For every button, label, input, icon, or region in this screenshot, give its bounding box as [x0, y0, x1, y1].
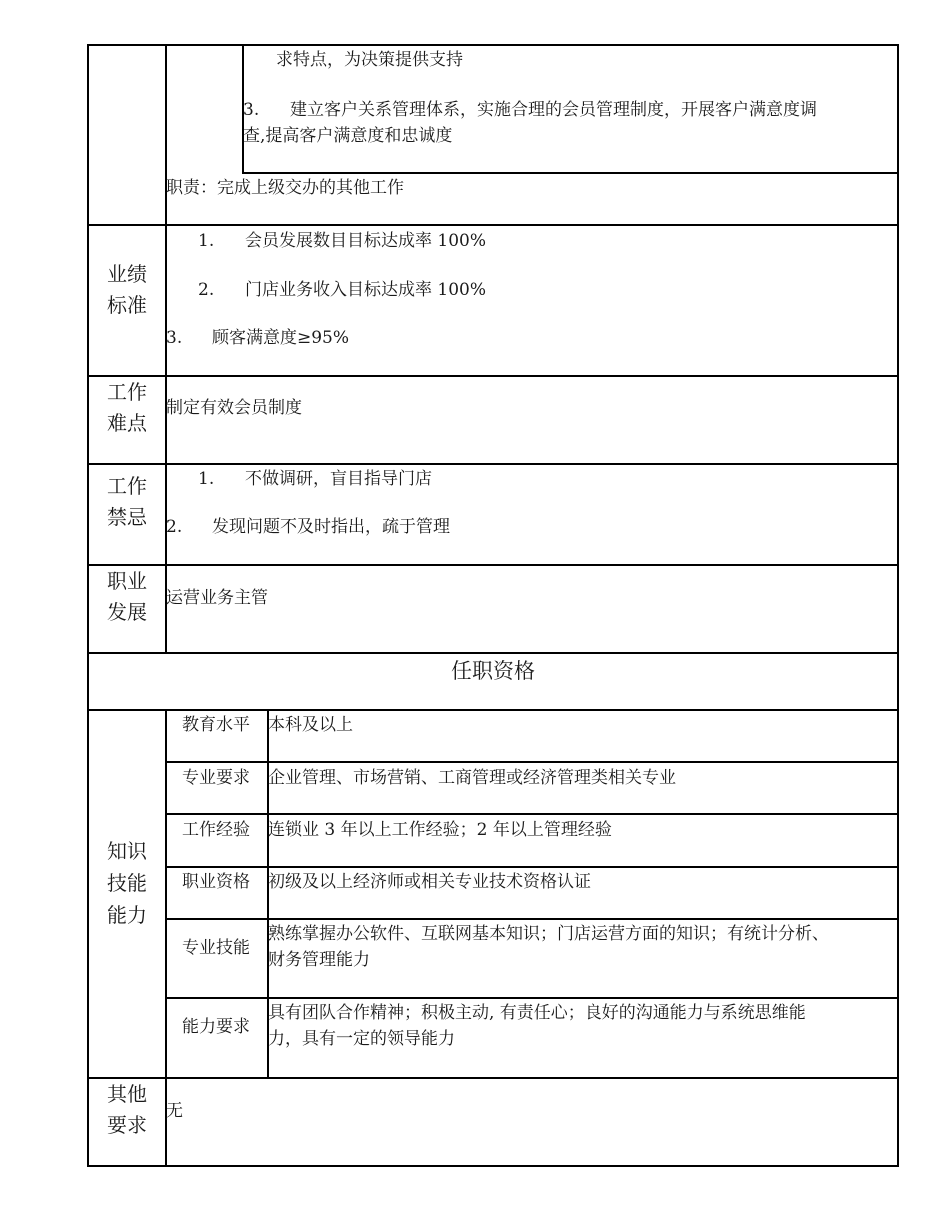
knowledge-label-line-3: 能力: [107, 903, 147, 927]
row-divider: [165, 813, 899, 815]
row-divider: [87, 1077, 899, 1079]
performance-item-1-number: 1.: [198, 231, 215, 251]
career-label: [89, 566, 165, 628]
row-divider: [87, 224, 899, 226]
qualification-title: 任职资格: [451, 659, 535, 683]
major-label: 专业要求: [182, 768, 250, 788]
education-value: 本科及以上: [268, 715, 353, 735]
row-divider: [87, 564, 899, 566]
difficulty-label-line-2: 难点: [107, 411, 147, 435]
career-label-line-2: 发展: [107, 600, 147, 624]
row-divider: [87, 375, 899, 377]
row-divider: [87, 652, 899, 654]
certification-value: 初级及以上经济师或相关专业技术资格认证: [268, 872, 591, 892]
taboo-item-2-number: 2.: [166, 517, 183, 537]
ability-label: 能力要求: [182, 1017, 250, 1037]
performance-item-3-text: 顾客满意度≥95%: [212, 328, 350, 348]
taboo-item-1-text: 不做调研，盲目指导门店: [245, 469, 432, 489]
knowledge-label-line-1: 知识: [107, 839, 147, 863]
other-label-line-1: 其他: [107, 1082, 147, 1106]
certification-label: 职业资格: [182, 872, 250, 892]
table-border-right: [897, 44, 899, 1166]
row-divider: [165, 761, 899, 763]
taboo-item-1-number: 1.: [198, 469, 215, 489]
other-label-line-2: 要求: [107, 1113, 147, 1137]
row-divider: [87, 709, 899, 711]
performance-item-2-number: 2.: [198, 280, 215, 300]
taboo-label: [89, 471, 165, 533]
skills-value-cont: 财务管理能力: [268, 950, 370, 970]
difficulty-text: 制定有效会员制度: [166, 398, 302, 418]
row-divider: [242, 172, 899, 174]
taboo-label-line-1: 工作: [107, 474, 147, 498]
performance-item-3-number: 3.: [166, 328, 183, 348]
difficulty-label: [89, 377, 165, 439]
ability-value-cont: 力，具有一定的领导能力: [268, 1029, 455, 1049]
performance-item-1-text: 会员发展数目目标达成率 100%: [245, 231, 487, 251]
row-divider: [87, 463, 899, 465]
performance-label-line-2: 标准: [107, 293, 147, 317]
ability-value: 具有团队合作精神；积极主动, 有责任心；良好的沟通能力与系统思维能: [268, 1003, 806, 1023]
duty-line-tail: 求特点，为决策提供支持: [276, 50, 463, 70]
experience-value: 连锁业 3 年以上工作经验；2 年以上管理经验: [268, 820, 612, 840]
row-divider: [165, 866, 899, 868]
row-divider: [165, 918, 899, 920]
table-border-bottom: [87, 1165, 899, 1167]
career-label-line-1: 职业: [107, 569, 147, 593]
major-value: 企业管理、市场营销、工商管理或经济管理类相关专业: [268, 768, 676, 788]
knowledge-label-line-2: 技能: [107, 871, 147, 895]
taboo-item-2-text: 发现问题不及时指出，疏于管理: [212, 517, 450, 537]
experience-label: 工作经验: [182, 820, 250, 840]
performance-label-line-1: 业绩: [107, 262, 147, 286]
education-label: 教育水平: [182, 715, 250, 735]
knowledge-label: [89, 835, 165, 931]
taboo-label-line-2: 禁忌: [107, 505, 147, 529]
other-text: 无: [166, 1101, 183, 1121]
other-duty-text: 职责：完成上级交办的其他工作: [166, 178, 404, 198]
duty-item-3-text-cont: 查,提高客户满意度和忠诚度: [243, 126, 453, 146]
skills-label: 专业技能: [182, 938, 250, 958]
duty-item-3-text: 建立客户关系管理体系，实施合理的会员管理制度，开展客户满意度调: [290, 100, 817, 120]
performance-label: [89, 259, 165, 321]
difficulty-label-line-1: 工作: [107, 380, 147, 404]
career-text: 运营业务主管: [166, 588, 268, 608]
performance-item-2-text: 门店业务收入目标达成率 100%: [245, 280, 487, 300]
other-label: [89, 1079, 165, 1141]
row-divider: [165, 997, 899, 999]
table-border-top: [87, 44, 899, 46]
duty-item-3-number: 3.: [243, 100, 260, 120]
skills-value: 熟练掌握办公软件、互联网基本知识；门店运营方面的知识；有统计分析、: [268, 924, 829, 944]
